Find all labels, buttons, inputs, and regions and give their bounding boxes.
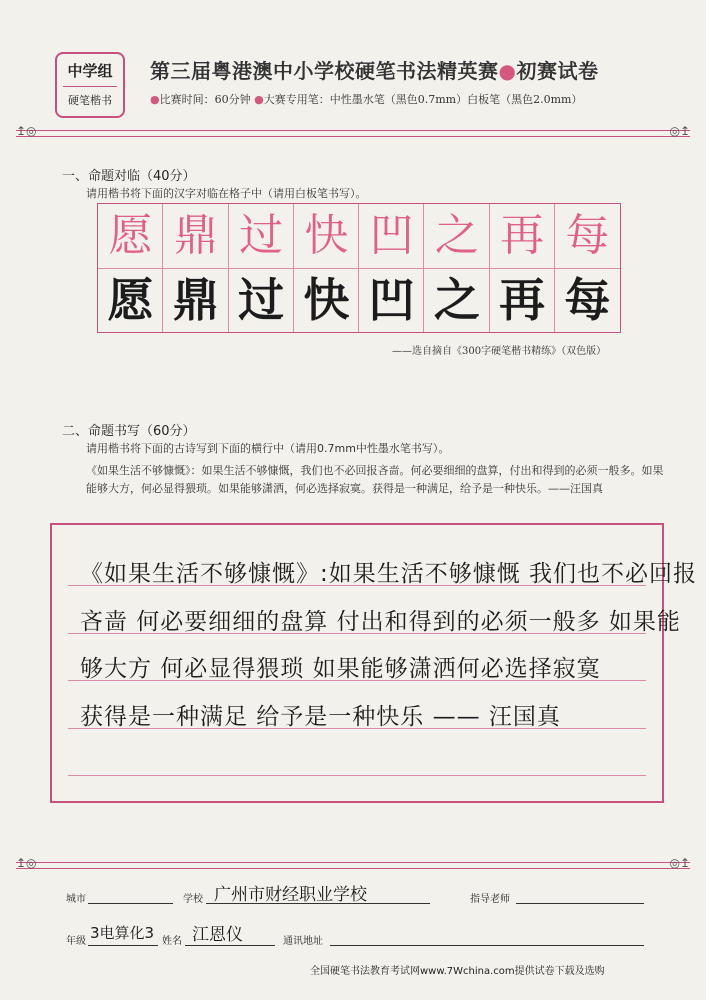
grid-cell bbox=[424, 204, 489, 332]
handwritten-line: 《如果生活不够慷慨》:如果生活不够慷慨 我们也不必回报 bbox=[80, 561, 698, 587]
grid-midline bbox=[229, 268, 293, 269]
reference-character: 快 bbox=[304, 210, 349, 261]
grid-midline bbox=[163, 268, 227, 269]
source-note: ——选自摘自《300字硬笔楷书精练》（双色版） bbox=[392, 346, 607, 357]
handwritten-character: 之 bbox=[433, 273, 480, 327]
section2-title: 二、命题书写（60分） bbox=[62, 424, 196, 439]
handwritten-character: 再 bbox=[499, 273, 546, 327]
reference-character: 鼎 bbox=[173, 210, 218, 261]
poem-text: 《如果生活不够慷慨》：如果生活不够慷慨，我们也不必回报吝啬。何必要细细的盘算，付出和得到的必须一般多。如果能够大方，何必显得猥琐。如果能够潇洒，何必选择寂寞。获得是一种满足，给予是一种快乐。——汪国真 bbox=[86, 464, 664, 495]
handwritten-character: 过 bbox=[238, 273, 285, 327]
group-badge bbox=[55, 52, 125, 118]
copy-grid bbox=[97, 203, 621, 333]
subtitle-time: 比赛时间：60分钟 bbox=[159, 93, 251, 106]
ornament-icon: ↥◎ bbox=[16, 856, 37, 870]
city-label: 城市 bbox=[66, 894, 86, 905]
reference-character: 愿 bbox=[108, 210, 153, 261]
teacher-label: 指导老师 bbox=[470, 894, 510, 905]
badge-group: 中学组 bbox=[67, 62, 113, 80]
writing-rule bbox=[68, 775, 646, 776]
reference-character: 再 bbox=[500, 210, 545, 261]
handwritten-line: 够大方 何必显得猥琐 如果能够潇洒何必选择寂寞 bbox=[80, 656, 601, 682]
badge-divider bbox=[63, 86, 117, 87]
grid-midline bbox=[98, 268, 162, 269]
reference-character: 过 bbox=[239, 210, 284, 261]
handwritten-character: 每 bbox=[564, 273, 611, 327]
handwritten-character: 鼎 bbox=[172, 273, 219, 327]
address-label: 通讯地址 bbox=[283, 936, 323, 947]
reference-character: 之 bbox=[434, 210, 479, 261]
ornament-icon: ↥◎ bbox=[16, 124, 37, 138]
reference-character: 每 bbox=[565, 210, 610, 261]
grid-cell bbox=[98, 204, 163, 332]
bottom-divider bbox=[16, 862, 690, 869]
bullet-dot-icon: ● bbox=[254, 93, 264, 106]
name-field[interactable] bbox=[185, 945, 275, 946]
name-label: 姓名 bbox=[162, 936, 182, 947]
grid-cell bbox=[163, 204, 228, 332]
city-field[interactable] bbox=[88, 903, 173, 904]
address-field[interactable] bbox=[330, 945, 644, 946]
handwritten-line: 吝啬 何必要细细的盘算 付出和得到的必须一般多 如果能 bbox=[80, 609, 681, 635]
handwritten-character: 凹 bbox=[368, 273, 415, 327]
bullet-dot-icon: ● bbox=[150, 93, 160, 106]
page-subtitle bbox=[150, 91, 582, 107]
name-value: 江恩仪 bbox=[192, 925, 243, 945]
handwritten-line: 获得是一种满足 给予是一种快乐 —— 汪国真 bbox=[80, 704, 561, 730]
grid-cell bbox=[555, 204, 620, 332]
section1-instruction: 请用楷书将下面的汉字对临在格子中（请用白板笔书写）。 bbox=[86, 187, 367, 200]
title-main: 第三届粤港澳中小学校硬笔书法精英赛 bbox=[150, 59, 499, 83]
teacher-field[interactable] bbox=[516, 903, 644, 904]
ornament-icon: ◎↥ bbox=[669, 856, 690, 870]
grid-cell bbox=[359, 204, 424, 332]
school-label: 学校 bbox=[183, 894, 203, 905]
section2-instruction: 请用楷书将下面的古诗写到下面的横行中（请用0.7mm中性墨水笔书写）。 bbox=[86, 442, 450, 455]
grid-cell bbox=[229, 204, 294, 332]
grid-cell bbox=[294, 204, 359, 332]
badge-category: 硬笔楷书 bbox=[68, 94, 112, 107]
section1-title: 一、命题对临（40分） bbox=[62, 169, 196, 184]
page-title bbox=[150, 55, 598, 84]
handwritten-character: 愿 bbox=[107, 273, 154, 327]
website-footer: 全国硬笔书法教育考试网www.7Wchina.com提供试卷下载及选购 bbox=[310, 966, 605, 977]
title-tail: 初赛试卷 bbox=[516, 59, 599, 83]
ornament-icon: ◎↥ bbox=[669, 124, 690, 138]
grade-field[interactable] bbox=[88, 945, 158, 946]
grid-midline bbox=[424, 268, 488, 269]
school-value: 广州市财经职业学校 bbox=[214, 885, 367, 905]
grid-midline bbox=[490, 268, 554, 269]
writing-area bbox=[50, 523, 698, 803]
subtitle-pens: 大赛专用笔：中性墨水笔（黑色0.7mm）白板笔（黑色2.0mm） bbox=[263, 93, 583, 106]
grid-midline bbox=[555, 268, 620, 269]
grade-value: 3电算化3 bbox=[90, 924, 155, 942]
grade-label: 年级 bbox=[66, 936, 86, 947]
bullet-dot-icon: ● bbox=[498, 59, 517, 83]
grid-cell bbox=[490, 204, 555, 332]
grid-midline bbox=[359, 268, 423, 269]
grid-midline bbox=[294, 268, 358, 269]
handwritten-character: 快 bbox=[303, 273, 350, 327]
top-divider bbox=[16, 130, 690, 137]
reference-character: 凹 bbox=[369, 210, 414, 261]
